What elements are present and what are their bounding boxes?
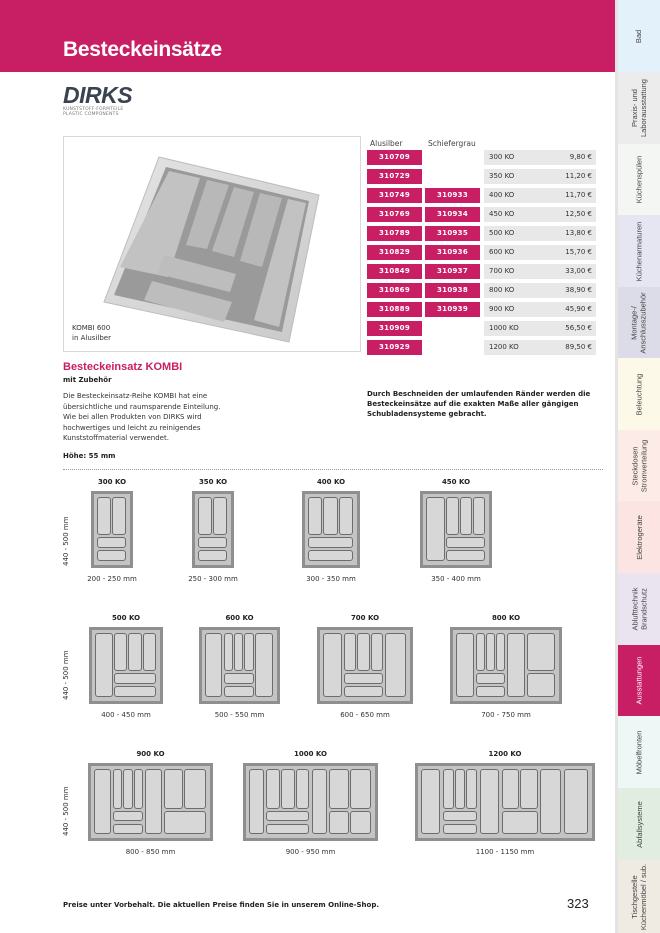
tray-diagram xyxy=(243,763,378,841)
tray-compartment xyxy=(446,537,485,548)
price-value: 11,70 € xyxy=(565,191,592,199)
price-value: 45,90 € xyxy=(565,305,592,313)
tray-inner xyxy=(453,630,559,701)
tray-width-range: 200 - 250 mm xyxy=(87,575,137,583)
tray-compartment xyxy=(476,673,505,684)
tray-inner xyxy=(423,494,489,565)
dotted-divider xyxy=(63,469,603,470)
article-number-schiefergrau: 310933 xyxy=(425,188,480,203)
article-number-alusilber: 310769 xyxy=(367,207,422,222)
page-title: Besteckeinsätze xyxy=(63,38,222,61)
tray-compartment xyxy=(198,550,227,561)
product-description xyxy=(63,391,303,444)
tray-compartment xyxy=(329,811,349,834)
tray-compartment xyxy=(97,537,126,548)
sidebar-tab[interactable] xyxy=(615,287,660,358)
sidebar-tab[interactable] xyxy=(615,860,660,933)
size-value: 800 KO xyxy=(489,286,515,294)
tray-inner xyxy=(94,494,130,565)
sidebar-tab-label: Praxis- und Laborausstattung xyxy=(630,79,648,137)
price-value: 89,50 € xyxy=(565,343,592,351)
page-number: 323 xyxy=(567,896,589,911)
tray-compartment xyxy=(520,769,537,809)
tray-inner xyxy=(195,494,231,565)
tray-compartment xyxy=(426,497,445,561)
description-line: Die Besteckeinsatz-Reihe KOMBI hat eine xyxy=(63,392,208,400)
price-value: 38,90 € xyxy=(565,286,592,294)
size-price-cell xyxy=(484,264,596,279)
tray-inner xyxy=(320,630,410,701)
tray-width-range: 1100 - 1150 mm xyxy=(475,848,535,856)
category-sidebar xyxy=(615,0,660,933)
table-row xyxy=(367,150,597,165)
sidebar-tab[interactable] xyxy=(615,573,660,645)
tray-inner xyxy=(305,494,357,565)
tray-compartment xyxy=(145,769,162,834)
article-number-alusilber: 310749 xyxy=(367,188,422,203)
sidebar-tab[interactable] xyxy=(615,501,660,573)
tray-compartment xyxy=(94,769,111,834)
tray-compartment xyxy=(564,769,588,834)
tray-inner xyxy=(418,766,592,838)
tray-diagram xyxy=(91,491,133,568)
sidebar-tab[interactable] xyxy=(615,0,660,72)
size-value: 300 KO xyxy=(489,153,515,161)
sidebar-tab-label: Tischgestelle Küchenmöbel / sub. xyxy=(630,863,649,930)
price-value: 9,80 € xyxy=(569,153,592,161)
tray-compartment xyxy=(244,633,253,671)
tray-depth-range: 440 - 500 mm xyxy=(62,786,70,836)
tray-compartment xyxy=(344,673,383,684)
article-number-alusilber: 310789 xyxy=(367,226,422,241)
tray-compartment xyxy=(466,769,477,809)
article-number-schiefergrau: 310934 xyxy=(425,207,480,222)
sidebar-tab-label: Elektrogeräte xyxy=(634,514,644,560)
tray-compartment xyxy=(460,497,472,535)
cutlery-tray-photo-icon xyxy=(64,137,360,351)
tray-compartment xyxy=(443,811,477,821)
sidebar-tab[interactable] xyxy=(615,645,660,716)
tray-compartment xyxy=(308,537,353,548)
tray-compartment xyxy=(164,811,206,834)
size-value: 1200 KO xyxy=(489,343,519,351)
size-value: 500 KO xyxy=(489,229,515,237)
tray-compartment xyxy=(350,769,371,809)
column-header-schiefergrau: Schiefergrau xyxy=(428,139,476,148)
description-line: Wie bei allen Produkten von DIRKS wird xyxy=(63,413,202,422)
tray-compartment xyxy=(507,633,525,697)
tray-compartment xyxy=(234,633,243,671)
price-value: 13,80 € xyxy=(565,229,592,237)
article-number-alusilber: 310729 xyxy=(367,169,422,184)
tray-width-range: 700 - 750 mm xyxy=(481,711,531,719)
tray-size-label: 500 KO xyxy=(111,614,141,622)
tray-diagram xyxy=(88,763,213,841)
trimming-note xyxy=(367,389,602,419)
tray-depth-range: 440 - 500 mm xyxy=(62,650,70,700)
tray-compartment xyxy=(540,769,561,834)
tray-compartment xyxy=(339,497,353,535)
table-row xyxy=(367,283,597,298)
tray-compartment xyxy=(266,769,280,809)
tray-compartment xyxy=(446,550,485,561)
sidebar-tab-label: Küchenspülen xyxy=(634,155,644,204)
article-number-schiefergrau: 310936 xyxy=(425,245,480,260)
tray-size-label: 450 KO xyxy=(441,478,471,486)
product-height: Höhe: 55 mm xyxy=(63,452,116,460)
tray-compartment xyxy=(502,811,538,834)
tray-compartment xyxy=(344,633,356,671)
sidebar-tab-label: Bad xyxy=(634,29,644,43)
tray-width-range: 400 - 450 mm xyxy=(101,711,151,719)
sidebar-tab-label: Beleuchtung xyxy=(634,373,644,415)
tray-compartment xyxy=(255,633,273,697)
size-value: 450 KO xyxy=(489,210,515,218)
tray-diagram xyxy=(89,627,163,704)
tray-size-label: 900 KO xyxy=(136,750,165,758)
tray-compartment xyxy=(371,633,383,671)
tray-compartment xyxy=(350,811,371,834)
size-value: 1000 KO xyxy=(489,324,519,332)
tray-compartment xyxy=(357,633,369,671)
size-price-cell xyxy=(484,245,596,260)
tray-compartment xyxy=(443,769,454,809)
tray-inner xyxy=(92,630,160,701)
note-line: Besteckeinsätze auf die exakten Maße aller gängigen xyxy=(367,400,579,408)
tray-compartment xyxy=(97,550,126,561)
tray-compartment xyxy=(114,673,156,684)
article-number-alusilber: 310829 xyxy=(367,245,422,260)
page-header xyxy=(0,0,615,72)
tray-compartment xyxy=(344,686,383,697)
size-price-cell xyxy=(484,169,596,184)
table-row xyxy=(367,207,597,222)
tray-compartment xyxy=(480,769,499,834)
size-value: 600 KO xyxy=(489,248,515,256)
tray-width-range: 900 - 950 mm xyxy=(285,848,336,856)
tray-width-range: 300 - 350 mm xyxy=(306,575,356,583)
tray-compartment xyxy=(249,769,264,834)
table-row xyxy=(367,302,597,317)
tray-compartment xyxy=(266,811,309,821)
tray-diagram xyxy=(450,627,562,704)
size-price-cell xyxy=(484,226,596,241)
tray-compartment xyxy=(446,497,458,535)
size-price-cell xyxy=(484,302,596,317)
tray-compartment xyxy=(308,497,322,535)
tray-compartment xyxy=(329,769,349,809)
tray-diagram xyxy=(420,491,492,568)
article-number-alusilber: 310909 xyxy=(367,321,422,336)
description-line: hochwertiges und leicht zu reinigendes xyxy=(63,423,201,432)
table-row xyxy=(367,321,597,336)
tray-compartment xyxy=(502,769,519,809)
tray-compartment xyxy=(527,673,555,697)
tray-compartment xyxy=(128,633,141,671)
tray-compartment xyxy=(323,633,342,697)
tray-compartment xyxy=(213,497,227,535)
tray-compartment xyxy=(97,497,111,535)
tray-compartment xyxy=(473,497,485,535)
size-value: 400 KO xyxy=(489,191,515,199)
article-number-alusilber: 310709 xyxy=(367,150,422,165)
tray-width-range: 250 - 300 mm xyxy=(188,575,238,583)
tray-compartment xyxy=(281,769,295,809)
logo-tagline-1: KUNSTSTOFF-FORMTEILE xyxy=(63,107,124,112)
tray-compartment xyxy=(113,811,143,821)
tray-compartment xyxy=(527,633,555,671)
sidebar-tab-label: Möbelfronten xyxy=(634,730,644,774)
table-row xyxy=(367,169,597,184)
tray-compartment xyxy=(114,633,127,671)
size-price-cell xyxy=(484,283,596,298)
article-number-alusilber: 310889 xyxy=(367,302,422,317)
description-line: übersichtliche und raumsparende Einteilung. xyxy=(63,402,221,411)
photo-caption-model: KOMBI 600 xyxy=(72,324,111,332)
price-value: 11,20 € xyxy=(565,172,592,180)
tray-size-label: 800 KO xyxy=(491,614,521,622)
tray-compartment xyxy=(184,769,206,809)
article-number-schiefergrau: 310937 xyxy=(425,264,480,279)
photo-caption-color: in Alusilber xyxy=(72,334,111,342)
sidebar-tab-label: Ablufttechnik Brandschutz xyxy=(630,587,649,631)
price-value: 12,50 € xyxy=(565,210,592,218)
tray-size-label: 1000 KO xyxy=(294,750,327,758)
price-value: 56,50 € xyxy=(565,324,592,332)
size-price-cell xyxy=(484,188,596,203)
sidebar-tab[interactable] xyxy=(615,716,660,788)
tray-compartment xyxy=(385,633,406,697)
tray-compartment xyxy=(476,686,505,697)
sidebar-tab[interactable] xyxy=(615,72,660,144)
tray-compartment xyxy=(95,633,113,697)
article-number-alusilber: 310869 xyxy=(367,283,422,298)
sidebar-tab-label: Küchenarmaturen xyxy=(634,221,644,281)
tray-diagram xyxy=(317,627,413,704)
tray-width-range: 800 - 850 mm xyxy=(125,848,176,856)
tray-width-range: 350 - 400 mm xyxy=(431,575,481,583)
table-row xyxy=(367,245,597,260)
product-subtitle: mit Zubehör xyxy=(63,376,112,384)
table-row xyxy=(367,188,597,203)
tray-compartment xyxy=(143,633,156,671)
sidebar-tab[interactable] xyxy=(615,144,660,215)
size-price-cell xyxy=(484,340,596,355)
sidebar-tab-label: Steckdosen Stromverteilung xyxy=(630,439,648,492)
size-price-cell xyxy=(484,207,596,222)
size-price-cell xyxy=(484,150,596,165)
tray-depth-range: 440 - 500 mm xyxy=(62,516,70,566)
tray-compartment xyxy=(198,537,227,548)
tray-inner xyxy=(91,766,210,838)
tray-width-range: 600 - 650 mm xyxy=(340,711,390,719)
note-line: Durch Beschneiden der umlaufenden Ränder werden die xyxy=(367,390,591,398)
tray-compartment xyxy=(205,633,222,697)
tray-compartment xyxy=(114,686,156,697)
sidebar-tab-label: Montage-/ Anschlusszubehör xyxy=(630,291,649,354)
tray-size-label: 350 KO xyxy=(198,478,228,486)
column-header-alusilber: Alusilber xyxy=(370,139,403,148)
tray-compartment xyxy=(443,824,477,834)
sidebar-tab[interactable] xyxy=(615,215,660,287)
size-value: 350 KO xyxy=(489,172,515,180)
tray-compartment xyxy=(496,633,505,671)
article-number-alusilber: 310849 xyxy=(367,264,422,279)
tray-compartment xyxy=(486,633,495,671)
description-line: Kunststoffmaterial verwendet. xyxy=(63,434,169,443)
tray-compartment xyxy=(296,769,310,809)
table-row xyxy=(367,226,597,241)
tray-compartment xyxy=(421,769,440,834)
photo-caption xyxy=(72,323,111,343)
tray-compartment xyxy=(266,824,309,834)
table-row xyxy=(367,264,597,279)
product-title: Besteckeinsatz KOMBI xyxy=(63,361,183,373)
tray-compartment xyxy=(224,673,254,684)
sidebar-tab-label: Abfallsysteme xyxy=(634,800,644,848)
price-value: 15,70 € xyxy=(565,248,592,256)
tray-size-label: 300 KO xyxy=(97,478,127,486)
sidebar-tab-label: Ausstattungen xyxy=(634,656,644,705)
tray-compartment xyxy=(112,497,126,535)
tray-compartment xyxy=(312,769,327,834)
tray-size-label: 1200 KO xyxy=(488,750,522,758)
tray-compartment xyxy=(455,769,466,809)
tray-size-label: 400 KO xyxy=(316,478,346,486)
tray-compartment xyxy=(308,550,353,561)
tray-compartment xyxy=(113,824,143,834)
logo-tagline-2: PLASTIC COMPONENTS xyxy=(63,112,119,117)
price-value: 33,00 € xyxy=(565,267,592,275)
tray-compartment xyxy=(224,686,254,697)
size-value: 700 KO xyxy=(489,267,515,275)
tray-compartment xyxy=(164,769,183,809)
tray-compartment xyxy=(456,633,474,697)
tray-width-range: 500 - 550 mm xyxy=(214,711,265,719)
tray-compartment xyxy=(476,633,485,671)
tray-diagram xyxy=(199,627,280,704)
tray-compartment xyxy=(113,769,122,809)
tray-compartment xyxy=(198,497,212,535)
table-row xyxy=(367,340,597,355)
article-number-schiefergrau: 310935 xyxy=(425,226,480,241)
tray-diagram xyxy=(192,491,234,568)
size-price-cell xyxy=(484,321,596,336)
note-line: Schubladensysteme gebracht. xyxy=(367,410,487,418)
tray-compartment xyxy=(123,769,132,809)
tray-compartment xyxy=(224,633,233,671)
sidebar-tab[interactable] xyxy=(615,430,660,501)
dirks-logo xyxy=(63,83,132,117)
tray-inner xyxy=(246,766,375,838)
tray-diagram xyxy=(302,491,360,568)
sidebar-tab[interactable] xyxy=(615,358,660,430)
article-number-alusilber: 310929 xyxy=(367,340,422,355)
tray-diagram xyxy=(415,763,595,841)
article-number-schiefergrau: 310938 xyxy=(425,283,480,298)
tray-size-label: 700 KO xyxy=(350,614,380,622)
product-photo xyxy=(63,136,361,352)
footer-price-note: Preise unter Vorbehalt. Die aktuellen Preise finden Sie in unserem Online-Shop. xyxy=(63,901,380,909)
tray-inner xyxy=(202,630,277,701)
tray-size-label: 600 KO xyxy=(225,614,254,622)
tray-compartment xyxy=(134,769,143,809)
tray-compartment xyxy=(323,497,337,535)
sidebar-tab[interactable] xyxy=(615,788,660,860)
logo-wordmark: DIRKS xyxy=(63,82,133,108)
article-number-schiefergrau: 310939 xyxy=(425,302,480,317)
size-value: 900 KO xyxy=(489,305,515,313)
